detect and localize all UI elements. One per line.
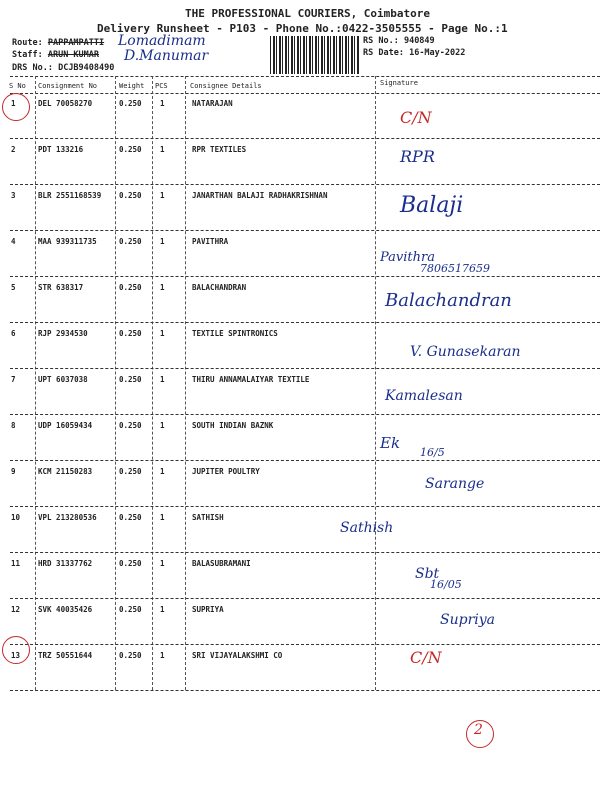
row-pcs: 1 — [160, 467, 165, 476]
runsheet-line: Delivery Runsheet - P103 - Phone No.:0422-3505555 - Page No.:1 — [97, 22, 508, 35]
row-sno: 5 — [11, 283, 16, 292]
row-sno: 10 — [11, 513, 21, 522]
row-consignment-no: VPL 213280536 — [38, 513, 97, 522]
row-divider — [10, 276, 600, 277]
rs-no-field — [363, 36, 435, 46]
row-consignee: SATHISH — [192, 513, 224, 522]
row-sno: 7 — [11, 375, 16, 384]
route-value: PAPPAMPATTI — [47, 38, 105, 48]
row-signature: Sarange — [425, 476, 485, 492]
red-circle-mark — [2, 636, 30, 664]
drs-value: DCJB9408490 — [58, 63, 115, 73]
row-pcs: 1 — [160, 651, 165, 660]
header-top-rule — [10, 76, 600, 77]
row-divider — [10, 552, 600, 553]
row-consignee: JANARTHAN BALAJI RADHAKRISHNAN — [192, 191, 328, 200]
row-weight: 0.250 — [119, 513, 142, 522]
row-consignee: SOUTH INDIAN BAZNK — [192, 421, 274, 430]
row-pcs: 1 — [160, 375, 165, 384]
row-pcs: 1 — [160, 283, 165, 292]
row-signature-note: 16/05 — [430, 578, 462, 591]
row-divider — [10, 644, 600, 645]
row-consignment-no: KCM 21150283 — [38, 467, 93, 476]
red-circle-mark — [2, 93, 30, 121]
row-consignment-no: STR 638317 — [38, 283, 84, 292]
row-signature: Pavithra — [380, 250, 435, 265]
route-label: Route: — [12, 38, 43, 48]
row-signature-note: 16/5 — [420, 446, 445, 459]
row-weight: 0.250 — [119, 375, 142, 384]
rs-date-value: 16-May-2022 — [409, 48, 466, 58]
row-sno: 4 — [11, 237, 16, 246]
row-signature: Sathish — [340, 520, 394, 536]
row-signature: C/N — [400, 108, 432, 127]
row-consignment-no: BLR 2551168539 — [38, 191, 102, 200]
barcode — [270, 36, 360, 74]
handwritten-route: Lomadimam — [118, 33, 206, 49]
col-pcs: PCS — [155, 82, 168, 90]
row-signature: Sbt — [415, 566, 440, 582]
row-divider — [10, 138, 600, 139]
row-divider — [10, 184, 600, 185]
row-pcs: 1 — [160, 145, 165, 154]
row-weight: 0.250 — [119, 467, 142, 476]
col-consignee: Consignee Details — [190, 82, 262, 90]
row-consignee: RPR TEXTILES — [192, 145, 247, 154]
row-consignee: PAVITHRA — [192, 237, 229, 246]
row-signature: Balaji — [400, 193, 464, 218]
row-pcs: 1 — [160, 559, 165, 568]
row-pcs: 1 — [160, 191, 165, 200]
row-weight: 0.250 — [119, 329, 142, 338]
staff-label: Staff: — [12, 50, 43, 60]
row-sno: 1 — [11, 99, 16, 108]
row-consignment-no: DEL 70058270 — [38, 99, 93, 108]
row-weight: 0.250 — [119, 651, 142, 660]
row-sno: 6 — [11, 329, 16, 338]
row-divider — [10, 506, 600, 507]
row-consignment-no: UDP 16059434 — [38, 421, 93, 430]
row-sno: 11 — [11, 559, 21, 568]
row-weight: 0.250 — [119, 99, 142, 108]
row-consignee: THIRU ANNAMALAIYAR TEXTILE — [192, 375, 310, 384]
route-field — [12, 38, 104, 48]
row-consignee: NATARAJAN — [192, 99, 233, 108]
row-pcs: 1 — [160, 99, 165, 108]
row-pcs: 1 — [160, 421, 165, 430]
col-signature: Signature — [380, 79, 418, 87]
row-consignee: BALASUBRAMANI — [192, 559, 251, 568]
company-title: THE PROFESSIONAL COURIERS, Coimbatore — [185, 7, 431, 20]
row-pcs: 1 — [160, 237, 165, 246]
row-consignee: TEXTILE SPINTRONICS — [192, 329, 278, 338]
row-consignment-no: MAA 939311735 — [38, 237, 97, 246]
row-sno: 12 — [11, 605, 21, 614]
staff-field — [12, 50, 99, 60]
staff-value: ARUN KUMAR — [47, 50, 100, 60]
row-weight: 0.250 — [119, 191, 142, 200]
col-weight: Weight — [119, 82, 145, 90]
col-sno: S No — [9, 82, 26, 90]
row-sno: 3 — [11, 191, 16, 200]
row-consignee: JUPITER POULTRY — [192, 467, 260, 476]
row-signature: C/N — [410, 648, 442, 667]
row-consignment-no: UPT 6037038 — [38, 375, 88, 384]
row-divider — [10, 322, 600, 323]
row-pcs: 1 — [160, 329, 165, 338]
rs-date-label: RS Date: — [363, 48, 404, 58]
row-divider — [10, 460, 600, 461]
row-consignment-no: HRD 31337762 — [38, 559, 93, 568]
row-weight: 0.250 — [119, 421, 142, 430]
row-divider — [10, 230, 600, 231]
row-sno: 2 — [11, 145, 16, 154]
row-signature: RPR — [400, 147, 435, 166]
row-pcs: 1 — [160, 605, 165, 614]
row-signature: V. Gunasekaran — [410, 344, 521, 360]
row-sno: 9 — [11, 467, 16, 476]
handwritten-staff: D.Manumar — [124, 48, 209, 64]
row-weight: 0.250 — [119, 237, 142, 246]
row-consignee: SRI VIJAYALAKSHMI CO — [192, 651, 283, 660]
row-signature-note: 7806517659 — [420, 262, 490, 275]
row-consignment-no: SVK 40035426 — [38, 605, 93, 614]
row-divider — [10, 690, 600, 691]
footer-mark: 2 — [474, 722, 483, 738]
row-weight: 0.250 — [119, 283, 142, 292]
drs-label: DRS No.: — [12, 63, 53, 73]
row-signature: Balachandran — [385, 290, 512, 311]
rs-no-label: RS No.: — [363, 36, 399, 46]
row-consignment-no: PDT 133216 — [38, 145, 84, 154]
row-consignee: SUPRIYA — [192, 605, 224, 614]
drs-field — [12, 63, 114, 73]
row-consignment-no: TRZ 50551644 — [38, 651, 93, 660]
row-weight: 0.250 — [119, 605, 142, 614]
row-divider — [10, 598, 600, 599]
col-consignment: Consignment No — [38, 82, 98, 90]
row-consignee: BALACHANDRAN — [192, 283, 247, 292]
row-consignment-no: RJP 2934530 — [38, 329, 88, 338]
rs-date-field — [363, 48, 465, 58]
row-divider — [10, 414, 600, 415]
row-signature: Ek — [380, 434, 401, 452]
row-pcs: 1 — [160, 513, 165, 522]
rs-no-value: 940849 — [403, 36, 435, 46]
row-signature: Supriya — [440, 612, 495, 628]
row-divider — [10, 368, 600, 369]
row-weight: 0.250 — [119, 559, 142, 568]
row-sno: 8 — [11, 421, 16, 430]
header-bottom-rule — [10, 93, 600, 94]
row-signature: Kamalesan — [385, 388, 463, 404]
row-sno: 13 — [11, 651, 21, 660]
row-weight: 0.250 — [119, 145, 142, 154]
